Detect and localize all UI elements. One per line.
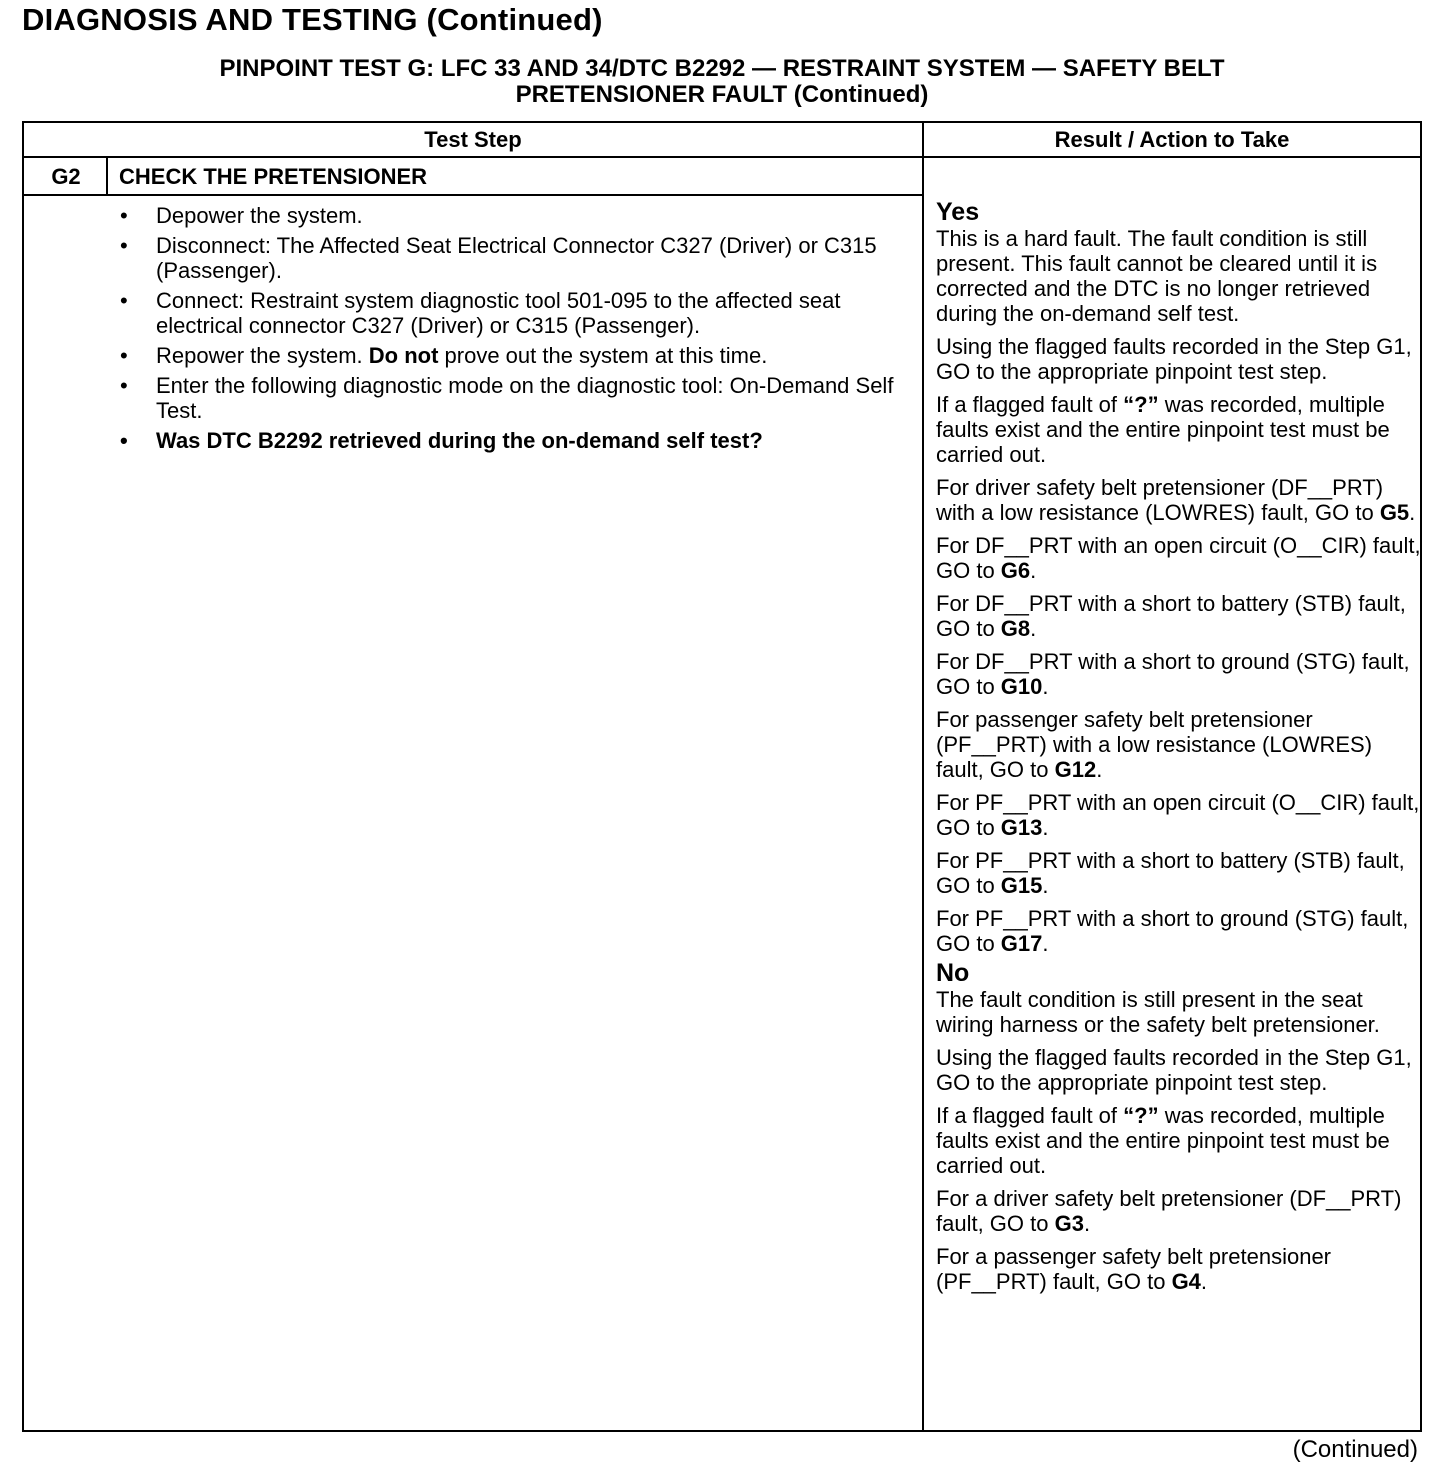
- yes-paragraph: For DF__PRT with an open circuit (O__CIR) fault, GO to G6.: [936, 533, 1421, 583]
- no-paragraph: Using the flagged faults recorded in the Step G1, GO to the appropriate pinpoint test step.: [936, 1045, 1412, 1095]
- no-paragraph: If a flagged fault of “?” was recorded, multiple faults exist and the entire pinpoint test must be carried out.: [936, 1103, 1390, 1178]
- no-paragraph: For a driver safety belt pretensioner (DF__PRT) fault, GO to G3.: [936, 1186, 1402, 1236]
- yes-paragraph: Using the flagged faults recorded in the Step G1, GO to the appropriate pinpoint test step.: [936, 334, 1412, 384]
- yes-paragraph: For driver safety belt pretensioner (DF__PRT) with a low resistance (LOWRES) fault, GO to G5.: [936, 475, 1416, 525]
- result-action-column: [936, 199, 1422, 1302]
- step-item-repower: • Repower the system. Do not prove out the system at this time.: [120, 343, 768, 368]
- bullet: •: [120, 373, 128, 398]
- header-result-action: Result / Action to Take: [1054, 127, 1290, 152]
- no-paragraph: The fault condition is still present in the seat wiring harness or the safety belt pretensioner.: [936, 987, 1380, 1037]
- step-id: G2: [51, 164, 81, 189]
- yes-paragraph: This is a hard fault. The fault condition is still present. This fault cannot be cleared until it is corrected and the DTC is no longer retrieved during the on-demand self test.: [936, 226, 1378, 326]
- yes-paragraph: For DF__PRT with a short to battery (STB) fault, GO to G8.: [936, 591, 1406, 641]
- bullet: •: [120, 288, 128, 313]
- bullet: •: [120, 428, 128, 453]
- yes-paragraph: For PF__PRT with a short to battery (STB) fault, GO to G15.: [936, 848, 1405, 898]
- test-title-line-1: PINPOINT TEST G: LFC 33 AND 34/DTC B2292 — RESTRAINT SYSTEM — SAFETY BELT: [219, 55, 1225, 82]
- step-title: CHECK THE PRETENSIONER: [119, 164, 428, 189]
- yes-paragraph: For DF__PRT with a short to ground (STG) fault, GO to G10.: [936, 649, 1410, 699]
- bullet: •: [120, 233, 128, 258]
- header-rule: [24, 156, 1420, 158]
- column-divider: [922, 123, 924, 1430]
- step-item-question: • Was DTC B2292 retrieved during the on-demand self test?: [120, 428, 763, 453]
- pinpoint-test-title: [22, 56, 1422, 108]
- header-test-step: Test Step: [424, 127, 522, 152]
- step-item-connect: • Connect: Restraint system diagnostic tool 501-095 to the affected seat electrical connector C327 (Driver) or C315 (Passenger).: [120, 288, 841, 338]
- test-step-list: [116, 203, 916, 458]
- bullet: •: [120, 203, 128, 228]
- no-paragraph: For a passenger safety belt pretensioner (PF__PRT) fault, GO to G4.: [936, 1244, 1332, 1294]
- continued-footer: (Continued): [1292, 1436, 1418, 1463]
- yes-paragraph: For PF__PRT with a short to ground (STG) fault, GO to G17.: [936, 906, 1409, 956]
- yes-paragraph: If a flagged fault of “?” was recorded, multiple faults exist and the entire pinpoint test must be carried out.: [936, 392, 1390, 467]
- bullet: •: [120, 343, 128, 368]
- test-title-line-2: PRETENSIONER FAULT (Continued): [515, 81, 929, 108]
- step-item-enter-mode: • Enter the following diagnostic mode on the diagnostic tool: On-Demand Self Test.: [120, 373, 894, 423]
- yes-heading: Yes: [936, 198, 980, 226]
- step-item-depower: • Depower the system.: [120, 203, 363, 228]
- yes-paragraph: For passenger safety belt pretensioner (PF__PRT) with a low resistance (LOWRES) fault, GO to G12.: [936, 707, 1373, 782]
- no-heading: No: [936, 959, 970, 987]
- yes-paragraph: For PF__PRT with an open circuit (O__CIR) fault, GO to G13.: [936, 790, 1420, 840]
- page-title: DIAGNOSIS AND TESTING (Continued): [22, 2, 603, 37]
- pinpoint-test-table: [22, 121, 1422, 1432]
- step-item-disconnect: • Disconnect: The Affected Seat Electrical Connector C327 (Driver) or C315 (Passenger).: [120, 233, 877, 283]
